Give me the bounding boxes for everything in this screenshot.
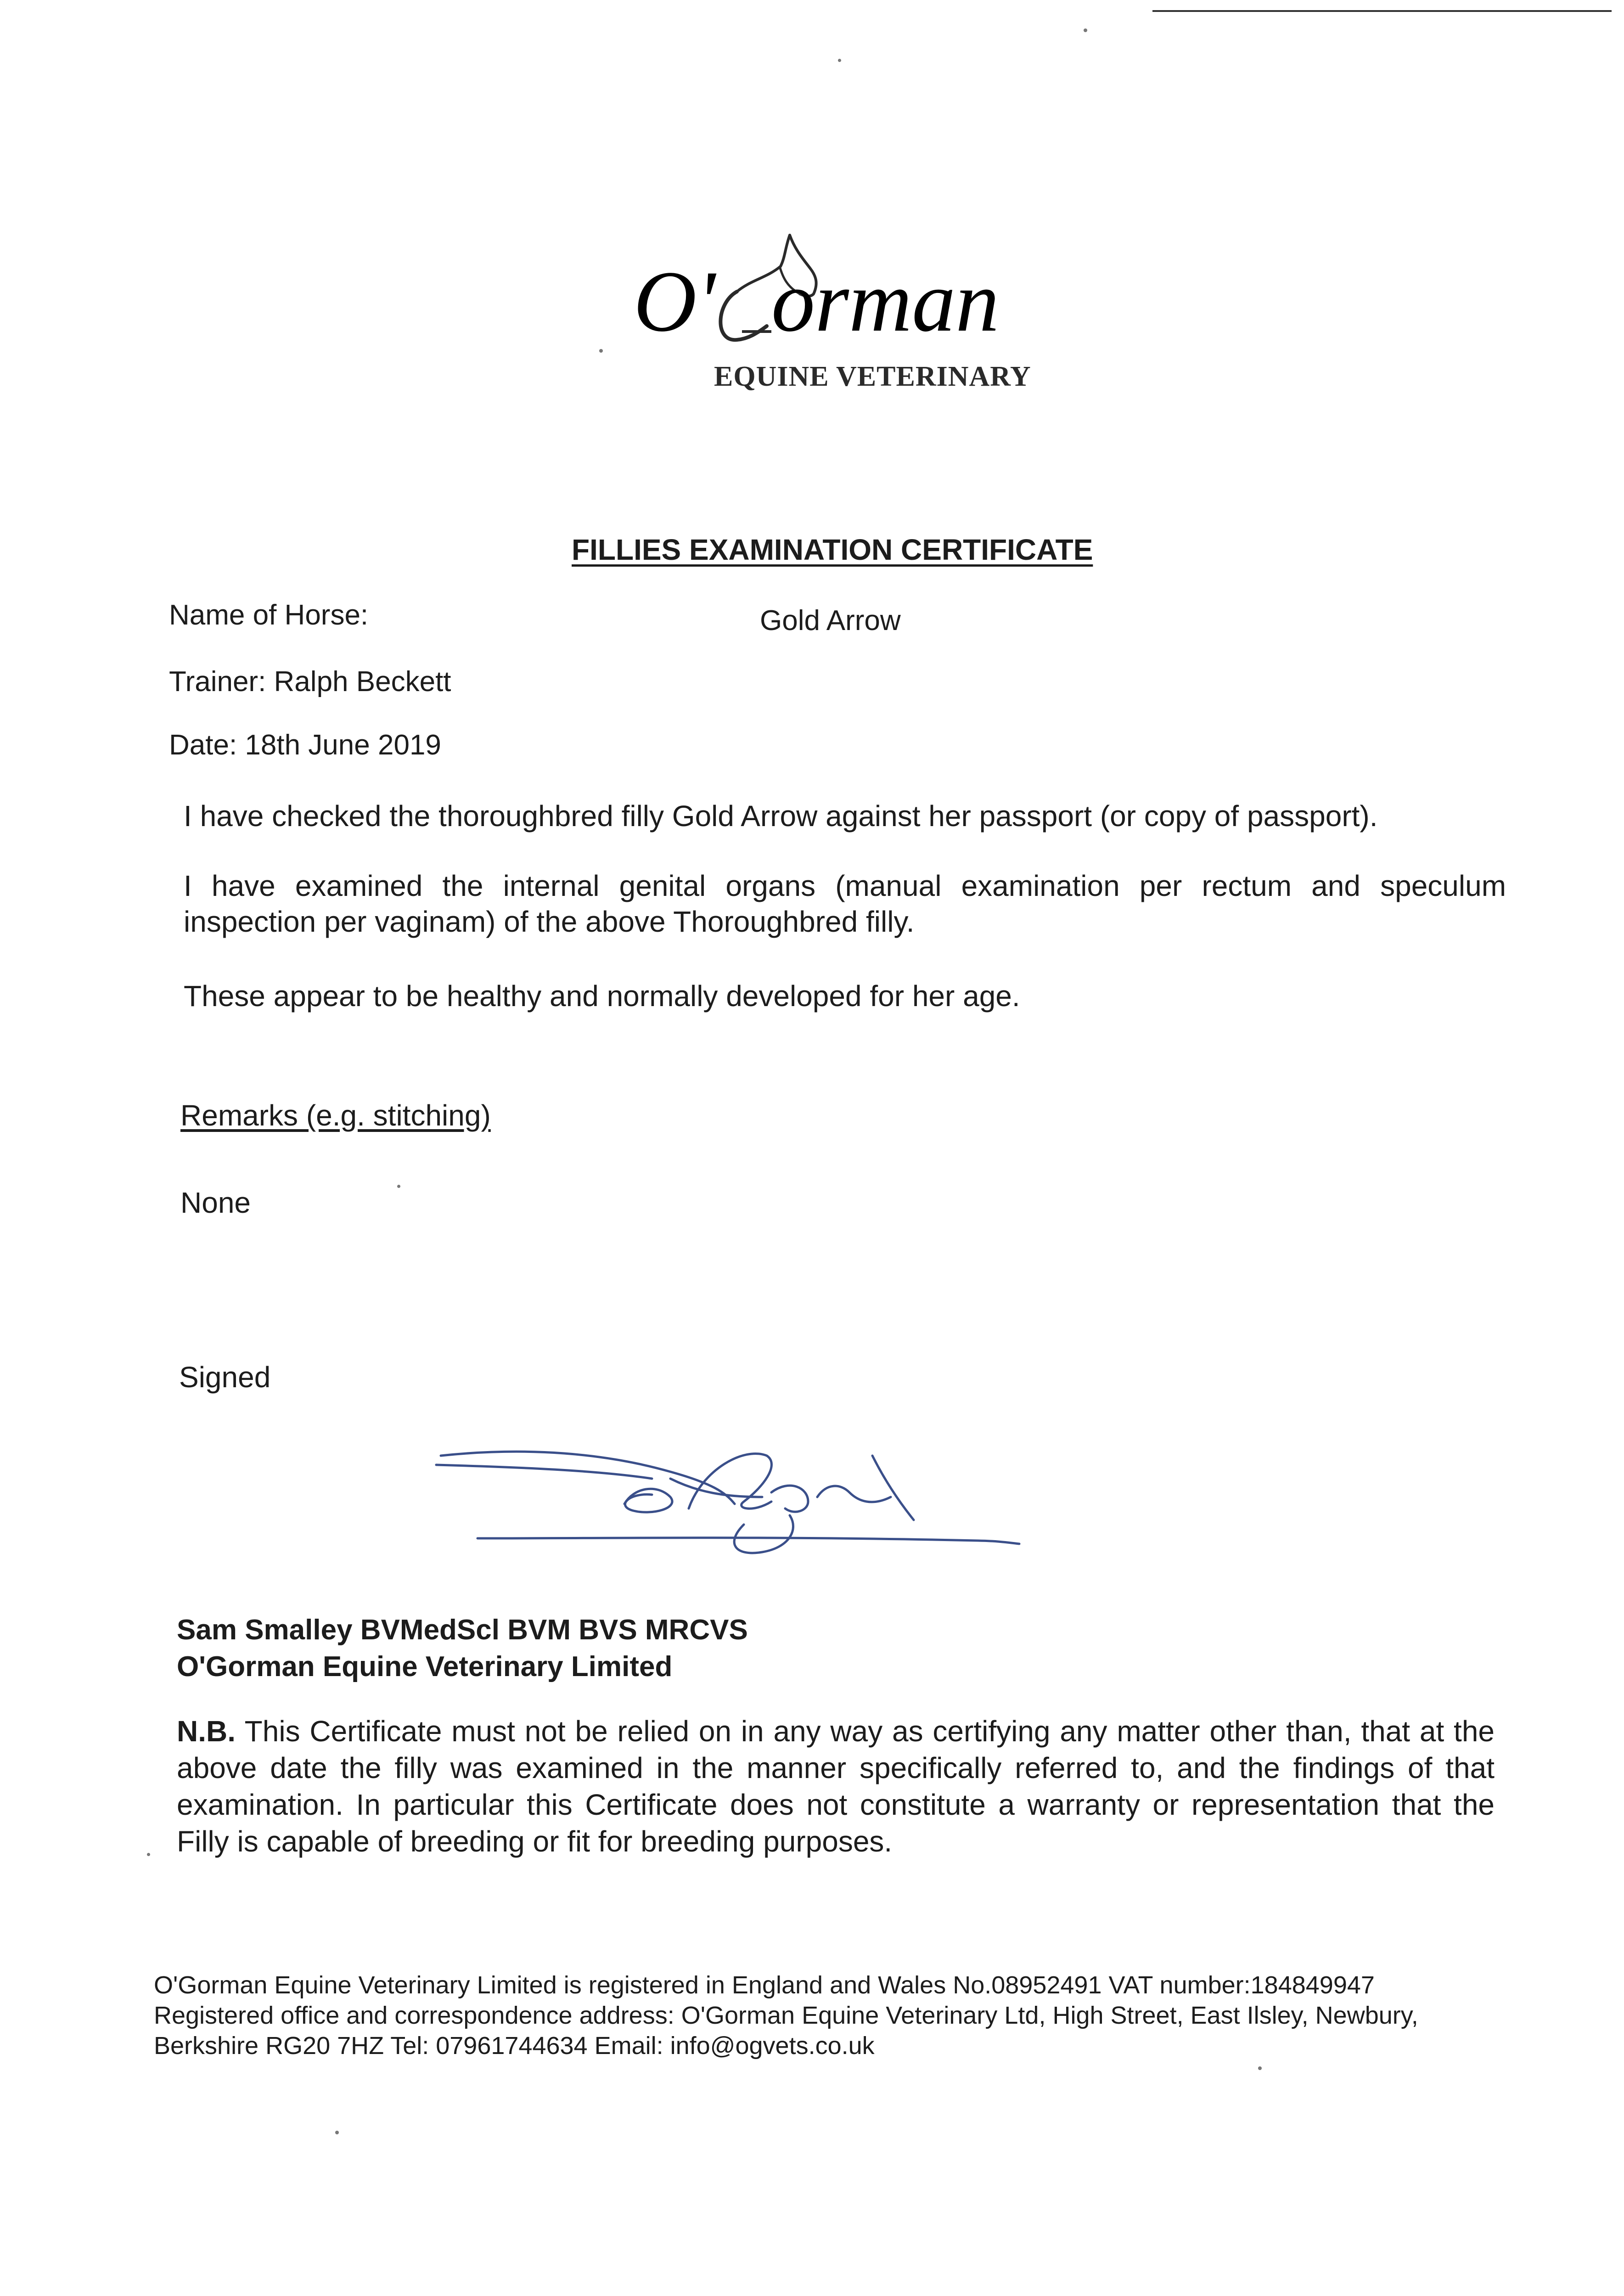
horse-name-value: Gold Arrow — [760, 605, 901, 636]
certificate-title: FILLIES EXAMINATION CERTIFICATE — [572, 533, 1093, 566]
remarks-heading: Remarks (e.g. stitching) — [180, 1099, 491, 1132]
horse-name-label: Name of Horse: — [169, 599, 369, 631]
scan-speck — [1258, 2066, 1262, 2070]
examination-paragraph: I have examined the internal genital organs (manual examination per rectum and speculum inspection per vaginam) of the above Thoroughbred filly. — [184, 869, 1506, 938]
scan-speck — [147, 1853, 150, 1856]
footer-contact: Berkshire RG20 7HZ Tel: 07961744634 Email: info@ogvets.co.uk — [154, 2032, 875, 2060]
footer-registration: O'Gorman Equine Veterinary Limited is registered in England and Wales No.08952491 VAT number:184849947 — [154, 1971, 1375, 1999]
scan-edge-line — [1152, 10, 1612, 12]
disclaimer — [177, 1713, 1495, 1860]
remarks-value: None — [180, 1186, 251, 1219]
disclaimer-text: This Certificate must not be relied on in any way as certifying any matter other than, that at the above date the filly was examined in the manner specifically referred to, and the findings of that examination. In particular this Certificate does not constitute a warranty or representation that the Filly is capable of breeding or fit for breeding purposes. — [177, 1715, 1495, 1858]
company-logo — [634, 225, 1070, 409]
scan-speck — [838, 59, 841, 62]
logo-subtitle: EQUINE VETERINARY — [714, 361, 1031, 392]
scan-speck — [599, 349, 603, 353]
disclaimer-label: N.B. — [177, 1715, 236, 1748]
scan-speck — [1084, 28, 1087, 32]
findings-paragraph: These appear to be healthy and normally developed for her age. — [184, 979, 1020, 1013]
signatory-company: O'Gorman Equine Veterinary Limited — [177, 1651, 673, 1683]
svg-text:orman: orman — [771, 253, 1000, 350]
trainer-field: Trainer: Ralph Beckett — [169, 666, 451, 698]
signed-label: Signed — [179, 1361, 271, 1394]
horse-head-logo-icon — [634, 225, 1070, 363]
footer-address: Registered office and correspondence address: O'Gorman Equine Veterinary Ltd, High Street, East Ilsley, Newbury, — [154, 2002, 1418, 2029]
scan-speck — [335, 2131, 339, 2134]
date-field: Date: 18th June 2019 — [169, 729, 441, 761]
company-footer — [154, 1970, 1481, 2061]
scan-speck — [397, 1185, 400, 1188]
signatory-name: Sam Smalley BVMedScl BVM BVS MRCVS — [177, 1614, 748, 1646]
signature-image — [413, 1428, 1093, 1566]
passport-check-paragraph: I have checked the thoroughbred filly Gold Arrow against her passport (or copy of passport). — [184, 799, 1378, 833]
svg-text:O': O' — [634, 253, 715, 350]
